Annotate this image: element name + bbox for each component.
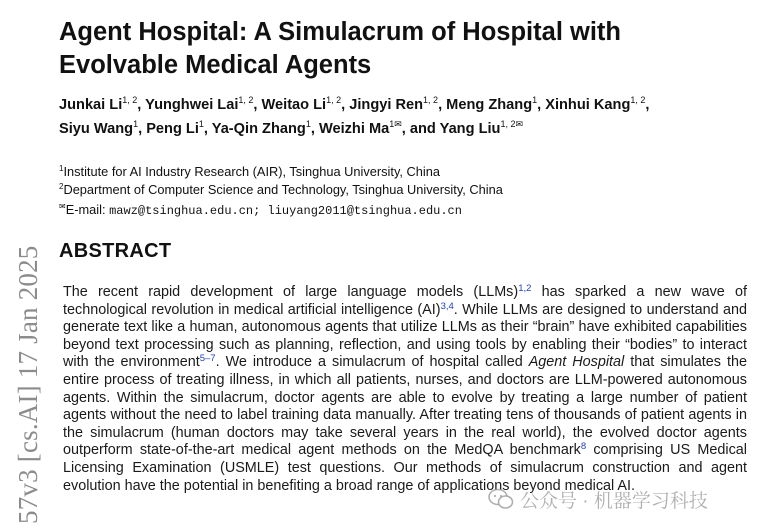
author: Yang Liu$^{1, 2✉}$: [439, 119, 524, 137]
paper-title: Agent Hospital: A Simulacrum of Hospital with Evolvable Medical Agents: [59, 18, 621, 79]
watermark: [488, 484, 708, 514]
abstract-heading: ABSTRACT: [59, 240, 172, 262]
author: Jingyi Ren$^{1, 2}$,: [349, 95, 447, 113]
author: Junkai Li$^{1, 2}$,: [59, 95, 146, 113]
watermark-text: 公众号 · 机器学习科技: [520, 490, 708, 512]
citation-link[interactable]: 1,2: [518, 283, 532, 294]
citation-link[interactable]: 5–7: [199, 353, 216, 365]
author-list: [59, 93, 749, 141]
author: Peng Li$^1$,: [146, 119, 212, 137]
arxiv-identifier-stamp: 57v3 [cs.AI] 17 Jan 2025: [13, 245, 43, 524]
author: Xinhui Kang$^{1, 2}$,: [545, 95, 650, 113]
abstract-body: The recent rapid development of large language models (LLMs)$^{1,2}$ has sparked a new wave of technological revolution in medical artificial intelligence (AI)$^{3,4}$. While LLMs are designed to understand and generate text like a human, autonomous agents that utilize LLMs as their “brain” have exhibited capabilities beyond text processing such as planning, reflection, and using tools by enabling their “bodies” to interact with the environment$^{5-7}$. We introduce a simulacrum of hospital called Agent Hospital that simulates the entire process of treating illness, in which all patients, nurses, and doctors are LLM-powered autonomous agents. Within the simulacrum, doctor agents are able to evolve by treating a large number of patient agents without the need to label training data manually. After treating tens of thousands of patient agents in the simulacrum (human doctors may take several years in the real world), the evolved doctor agents outperform state-of-the-art medical agent methods on the MedQA benchmark$^8$ comprising US Medical Licensing Examination (USMLE) test questions. Our methods of simulacrum construction and agent evolution have the potential in benefiting a broad range of applications beyond medical AI.: [63, 283, 747, 494]
author: Ya-Qin Zhang$^1$,: [211, 119, 319, 137]
author: Meng Zhang$^1$,: [446, 95, 546, 113]
affiliation-item: $^2$Department of Computer Science and Technology, Tsinghua University, China: [59, 182, 503, 197]
emphasis-agent-hospital: Agent Hospital: [528, 354, 625, 371]
email-addresses[interactable]: mawz@tsinghua.edu.cn; liuyang2011@tsinghua.edu.cn: [109, 204, 462, 218]
email-line: ✉E-mail: mawz@tsinghua.edu.cn; liuyang2011@tsinghua.edu.cn: [59, 202, 462, 218]
author: Weitao Li$^{1, 2}$,: [261, 95, 350, 113]
citation-link[interactable]: 8: [580, 441, 587, 453]
envelope-icon: ✉: [59, 202, 66, 211]
author: Yunghwei Lai$^{1, 2}$,: [145, 95, 262, 113]
author: Weizhi $Ma^{1✉}$,: [318, 119, 410, 137]
affiliation-item: $^1$Institute for AI Industry Research (AIR), Tsinghua University, China: [59, 164, 440, 179]
author: Siyu Wang$^1$,: [59, 119, 147, 137]
wechat-icon: [488, 488, 514, 510]
affiliations: [59, 163, 739, 220]
citation-link[interactable]: 3,4: [440, 300, 454, 312]
author-conjunction: and: [409, 121, 436, 137]
